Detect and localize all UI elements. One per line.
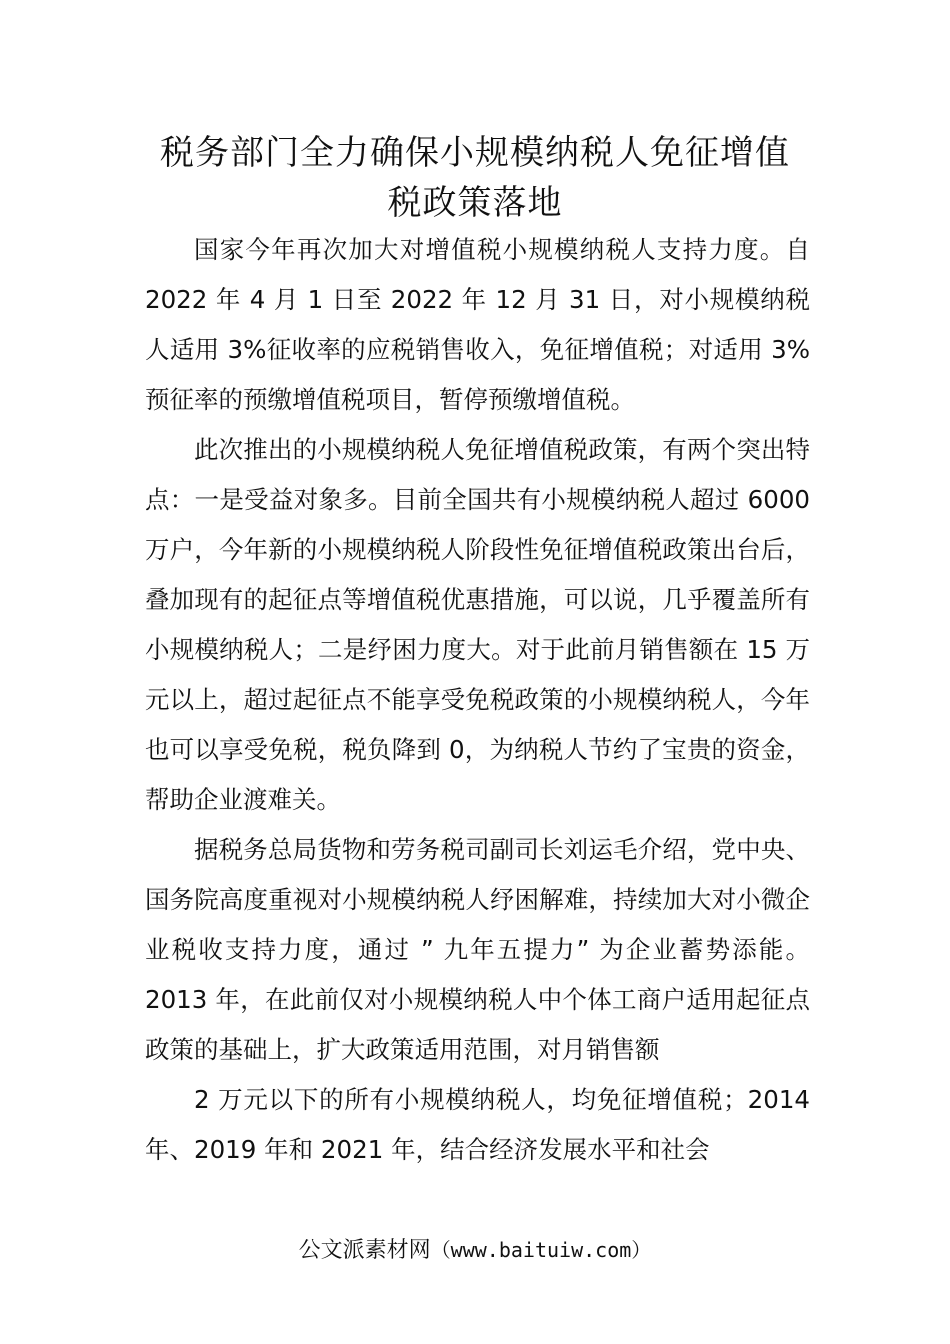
paragraph-1: 国家今年再次加大对增值税小规模纳税人支持力度。自 2022 年 4 月 1 日至 2022 年 12 月 31 日，对小规模纳税人适用 3%征收率的应税销售收入，免征增值税；对适用 3%预征率的预缴增值税项目，暂停预缴增值税。: [145, 235, 810, 414]
document-title: [0, 128, 950, 228]
paragraph-4: 2 万元以下的所有小规模纳税人，均免征增值税；2014 年、2019 年和 2021 年，结合经济发展水平和社会: [145, 1085, 810, 1164]
document-body: [145, 225, 810, 1175]
footer-site-name: 公文派素材网: [298, 1238, 431, 1263]
page-footer: [0, 1235, 950, 1266]
paragraph-2: 此次推出的小规模纳税人免征增值税政策，有两个突出特点：一是受益对象多。目前全国共有小规模纳税人超过 6000 万户，今年新的小规模纳税人阶段性免征增值税政策出台后，叠加现有的起征点等增值税优惠措施，可以说，几乎覆盖所有小规模纳税人；二是纾困力度大。对于此前月销售额在 15 万元以上，超过起征点不能享受免税政策的小规模纳税人，今年也可以享受免税，税负降到 0，为纳税人节约了宝贵的资金，帮助企业渡难关。: [145, 435, 810, 814]
paragraph-3: 据税务总局货物和劳务税司副司长刘运毛介绍，党中央、国务院高度重视对小规模纳税人纾困解难，持续加大对小微企业税收支持力度，通过 ” 九年五提力” 为企业蓄势添能。2013 年，在此前仅对小规模纳税人中个体工商户适用起征点政策的基础上，扩大政策适用范围，对月销售额: [145, 835, 810, 1064]
title-line-1: 税务部门全力确保小规模纳税人免征增值: [160, 133, 790, 173]
title-line-2: 税政策落地: [387, 183, 563, 223]
footer-url: （www.baituiw.com）: [430, 1238, 652, 1262]
